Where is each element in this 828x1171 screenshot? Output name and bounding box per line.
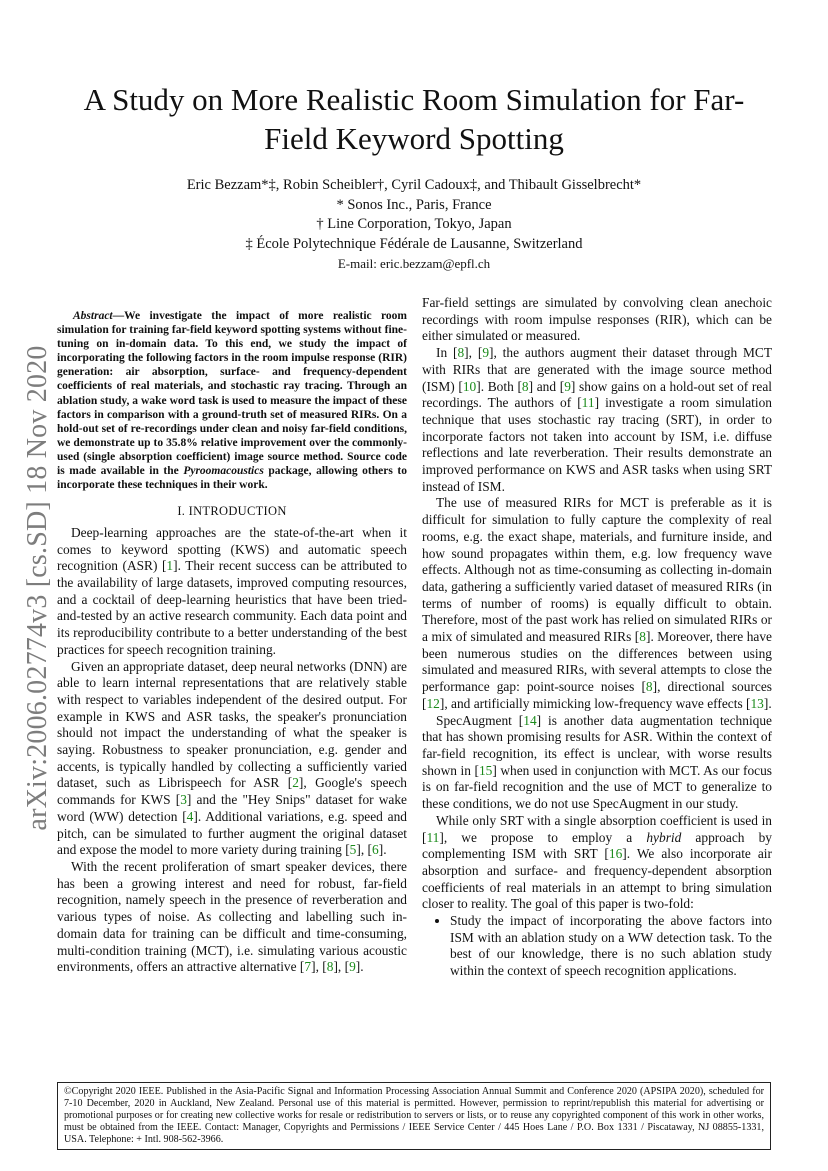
author-list: Eric Bezzam*‡, Robin Scheibler†, Cyril Cadoux‡, and Thibault Gisselbrecht* xyxy=(186,177,642,193)
goals-list xyxy=(422,913,772,980)
affiliation-line: † Line Corporation, Tokyo, Japan xyxy=(316,216,512,232)
citation-link[interactable]: [ 9 ] xyxy=(478,345,494,360)
citation-link[interactable]: [ 1 ] xyxy=(162,558,178,573)
citation-link[interactable]: [ 9 ] xyxy=(560,379,576,394)
citation-link[interactable]: [ 4 ] xyxy=(182,809,198,824)
citation-link[interactable]: [ 6 ] xyxy=(368,842,384,857)
arxiv-stamp xyxy=(22,300,54,875)
intro-paragraph-2: Given an appropriate dataset, deep neural networks (DNN) are able to learn internal representations that are relatively stable with respect to variables independent of the desired output. For example in KWS and ASR tasks, the speaker's pronunciation should not impact the understanding of what the speaker is saying. Robustness to speaker pronunciation, e.g. gender and accents, is typically handled by collecting a sufficiently varied dataset, such as Librispeech for ASR [ 2 ] , Google's speech commands for KWS [ 3 ] and the "Hey Snips" dataset for wake word (WW) detection [ 4 ] . Additional variations, e.g. speed and pitch, can be simulated to further augment the original dataset and expose the model to more variety during training [ 5 ] , [ 6 ] . xyxy=(57,659,407,859)
affiliation-epfl: ‡ École Polytechnique Fédérale de Lausanne, Switzerland xyxy=(245,235,583,252)
abstract xyxy=(57,309,407,492)
section-heading-introduction: I. INTRODUCTION xyxy=(177,504,287,519)
citation-link[interactable]: [ 11 ] xyxy=(422,830,444,845)
citation-link[interactable]: [ 3 ] xyxy=(176,792,192,807)
left-column xyxy=(57,309,407,976)
citation-link[interactable]: [ 11 ] xyxy=(577,395,599,410)
intro-paragraph-5: In [ 8 ] , [ 9 ] , the authors augment their dataset through MCT with RIRs that are generated with the image source method (ISM) [ 10 ] . Both [ 8 ] and [ 9 ] show gains on a hold-out set of real recordings. The authors of [ 11 ] investigate a room simulation technique that uses stochastic ray tracing (SRT), in order to incorporate factors not taken into account by ISM, i.e. diffuse reflections and late reverberation. Their results demonstrate an improved performance on KWS and ASR tasks when using SRT instead of ISM. xyxy=(422,345,772,495)
citation-link[interactable]: [ 8 ] xyxy=(635,629,651,644)
abstract-package-name: Pyroomacoustics xyxy=(183,465,264,478)
citation-link[interactable]: [ 15 ] xyxy=(474,763,496,778)
citation-link[interactable]: [ 7 ] xyxy=(300,959,316,974)
citation-link[interactable]: [ 10 ] xyxy=(458,379,480,394)
citation-link[interactable]: [ 5 ] xyxy=(345,842,361,857)
citation-link[interactable]: [ 8 ] xyxy=(453,345,469,360)
citation-link[interactable]: [ 8 ] xyxy=(322,959,338,974)
intro-paragraph-8: While only SRT with a single absorption coefficient is used in [ 11 ] , we propose to employ a hybrid approach by complementing ISM with SRT [ 16 ] . We also incorporate air absorption and surface- and frequency-dependent absorption coefficients of real materials in an attempt to bring simulation closer to reality. The goal of this paper is two-fold: xyxy=(422,813,772,913)
citation-link[interactable]: [ 16 ] xyxy=(604,846,626,861)
abstract-text: —We investigate the impact of more realistic room simulation for training far-field keyword spotting systems without fine-tuning on in-domain data. To this end, we study the impact of incorporating the following factors in the room impulse response (RIR) generation: air absorption, surface- and frequency-dependent coefficients of real materials, and stochastic ray tracing. Through an ablation study, a wake word task is used to measure the impact of these factors in comparison with a ground-truth set of measured RIRs. On a hold-out set of re-recordings under clean and noisy far-field conditions, we demonstrate up to 35.8% relative improvement over the commonly-used (single absorption coefficient) image source method. Source code is made available in the xyxy=(57,310,407,478)
affiliation-sonos: * Sonos Inc., Paris, France xyxy=(336,196,492,213)
intro-paragraph-1: Deep-learning approaches are the state-of-the-art when it comes to keyword spotting (KWS) and automatic speech recognition (ASR) [ 1 ] . Their recent success can be attributed to the availability of large datasets, improved computing resources, and a cocktail of deep-learning heuristics that have been tried-and-tested by an active research community. Each data point and its reproducibility contribute to a better understanding of the best practices for speech recognition training. xyxy=(57,525,407,659)
abstract-text-end: package, allowing others to incorporate these techniques in their work. xyxy=(57,465,407,492)
intro-paragraph-3: With the recent proliferation of smart speaker devices, there has been a growing interest and need for robust, far-field recognition, namely speech in the presence of reverberation and various types of noise. As collecting and labelling such in-domain data for training can be difficult and time-consuming, multi-condition training (MCT), i.e. simulating various acoustic environments, offers an attractive alternative [ 7 ] , [ 8 ] , [ 9 ] . xyxy=(57,859,407,976)
author-block xyxy=(100,176,728,274)
abstract-lead: Abstract xyxy=(73,310,113,322)
citation-link[interactable]: [ 8 ] xyxy=(641,679,657,694)
goal-item: • Study the impact of incorporating the above factors into ISM with an ablation study on a WW detection task. To the best of our knowledge, there is no such ablation study within the context of speech recognition applications. xyxy=(450,913,772,980)
right-column xyxy=(422,295,772,980)
citation-link[interactable]: [ 8 ] xyxy=(517,379,533,394)
citation-link[interactable]: [ 2 ] xyxy=(288,775,304,790)
intro-paragraph-7: SpecAugment [ 14 ] is another data augmentation technique that has shown promising results for ASR. Within the context of far-field recognition, its effect is unclear, with worse results shown in [ 15 ] when used in conjunction with MCT. As our focus is on far-field recognition and the use of MCT to generalize to these conditions, we do not use SpecAugment in our study. xyxy=(422,713,772,813)
intro-paragraph-4: Far-field settings are simulated by convolving clean anechoic recordings with room impulse responses (RIR), which can be either simulated or measured. xyxy=(422,295,772,344)
paper-title: A Study on More Realistic Room Simulation for Far-Field Keyword Spotting xyxy=(83,82,745,156)
citation-link[interactable]: [ 14 ] xyxy=(519,713,541,728)
citation-link[interactable]: [ 9 ] xyxy=(345,959,361,974)
copyright-notice: ©Copyright 2020 IEEE. Published in the Asia-Pacific Signal and Information Processing Association Annual Summit and Conference 2020 (APSIPA 2020), scheduled for 7-10 December, 2020 in Auckland, New Zealand. Personal use of this material is permitted. However, permission to reprint/republish this material for advertising or promotional purposes or for creating new collective works for resale or redistribution to servers or lists, or to reuse any copyrighted component of this work in other works, must be obtained from the IEEE. Contact: Manager, Copyrights and Permissions / IEEE Service Center / 445 Hoes Lane / P.O. Box 1331 / Piscataway, NJ 08855-1331, USA. Telephone: + Intl. 908-562-3966. xyxy=(57,1082,771,1150)
citation-link[interactable]: [ 13 ] xyxy=(746,696,768,711)
intro-paragraph-6: The use of measured RIRs for MCT is preferable as it is difficult for simulation to fully capture the complexity of real rooms, e.g. the exact shape, materials, and furniture inside, and how sound propagates within them, e.g. low frequency wave effects. Although not as time-consuming as collecting in-domain data, gathering a sufficiently varied dataset of measured RIRs (in terms of number of rooms) is equally difficult to obtain. Therefore, most of the past work has relied on simulated RIRs or a mix of simulated and measured RIRs [ 8 ] . Moreover, there have been numerous studies on the differences between using simulated and measured RIRs, with several attempts to close the performance gap: point-source noises [ 8 ] , directional sources [ 12 ] , and artificially mimicking low-frequency wave effects [ 13 ] . xyxy=(422,495,772,712)
citation-link[interactable]: [ 12 ] xyxy=(422,696,444,711)
arxiv-stamp-text: arXiv:2006.02774v3 [cs.SD] 18 Nov 2020 xyxy=(22,344,53,831)
contact-email: E-mail: eric.bezzam@epfl.ch xyxy=(337,256,491,271)
